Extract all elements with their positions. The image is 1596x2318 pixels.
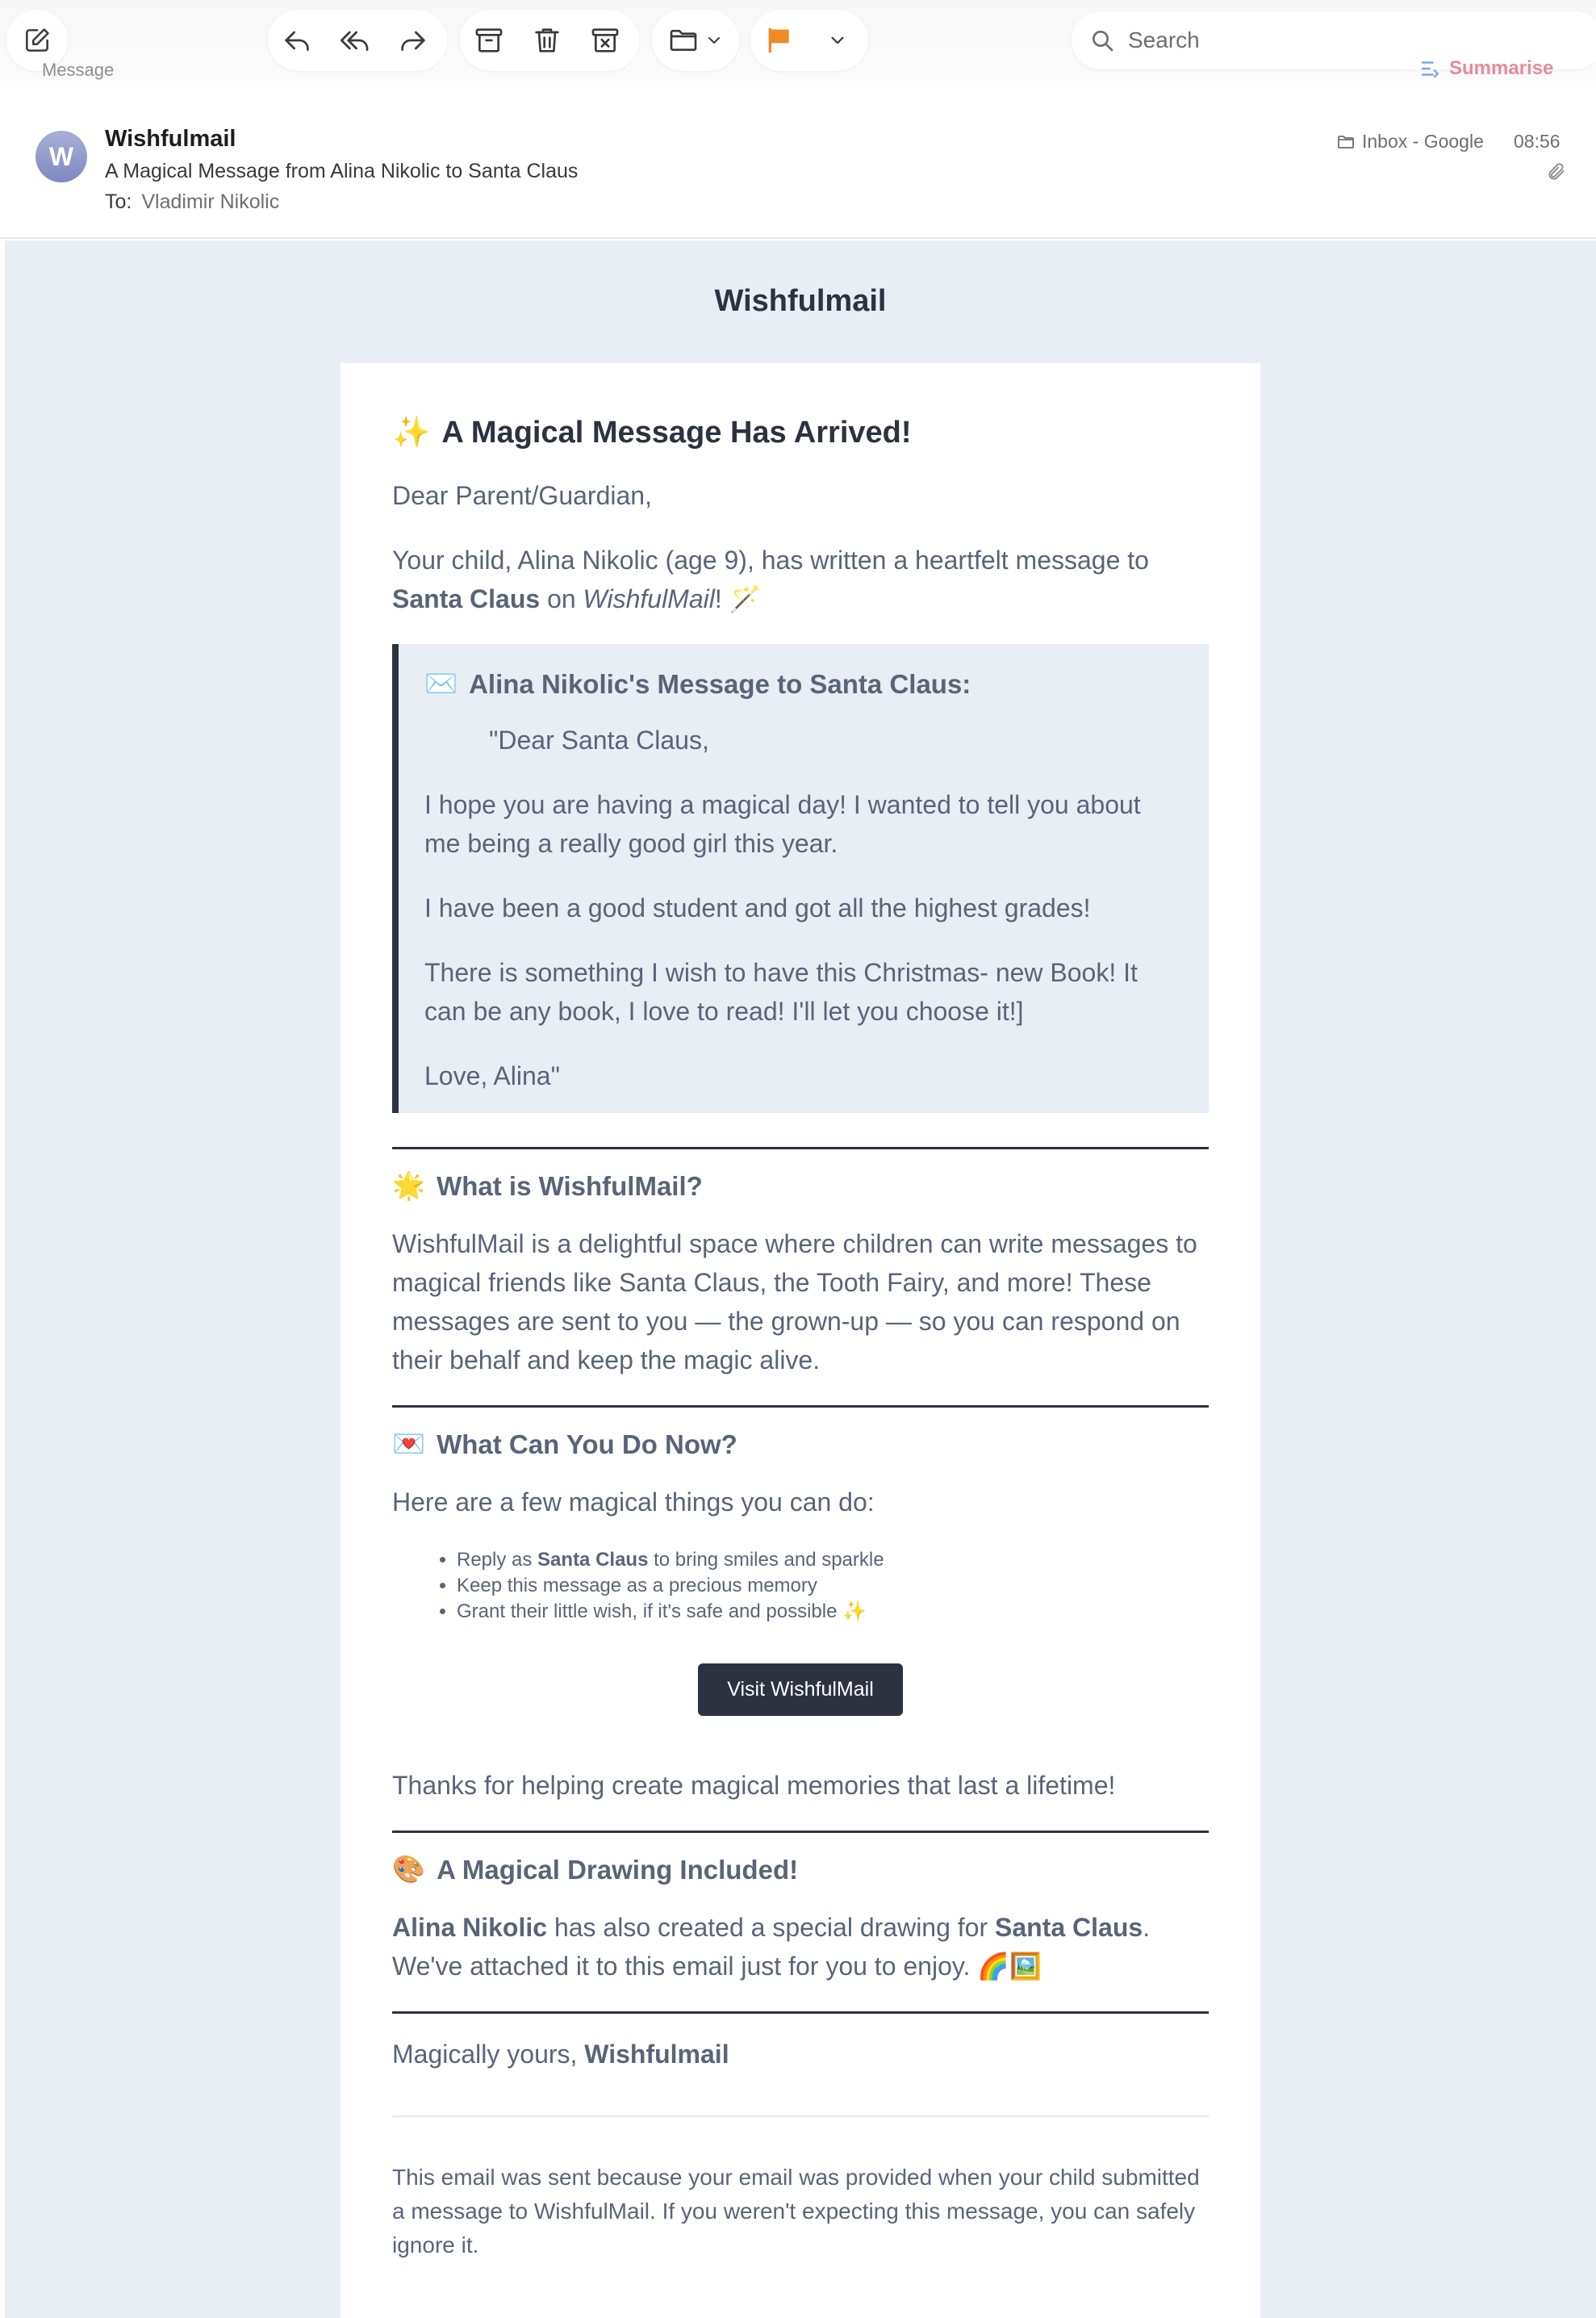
flag-icon <box>763 24 796 56</box>
divider <box>392 1147 1209 1149</box>
envelope-icon: ✉️ <box>424 668 458 698</box>
chevron-down-icon <box>704 31 724 50</box>
drawing-body <box>392 1908 1209 1985</box>
toolbar <box>0 0 1596 81</box>
archive-group <box>460 10 639 71</box>
reply-group <box>268 10 447 71</box>
recipient-name-bold: Santa Claus <box>995 1913 1143 1942</box>
folder-icon <box>1336 132 1356 152</box>
drawing-heading <box>392 1854 1209 1885</box>
footer-divider <box>392 2115 1209 2117</box>
trash-icon <box>531 24 563 56</box>
flag-menu-button[interactable] <box>808 10 867 71</box>
list-item: • Keep this message as a precious memory <box>457 1573 1209 1599</box>
visit-wishfulmail-button[interactable]: Visit WishfulMail <box>698 1663 903 1716</box>
quote-line: I have been a good student and got all the highest grades! <box>424 893 1091 923</box>
intro-text: Your child, Alina Nikolic (age 9), has written a heartfelt message to <box>392 546 1149 575</box>
footer-disclaimer: This email was sent because your email was provided when your child submitted a message to WishfulMail. If you weren't expecting this message, you can safely ignore it. <box>392 2165 1200 2257</box>
reply-icon <box>281 24 313 56</box>
quote-salutation: "Dear Santa Claus, <box>489 726 709 755</box>
flag-group <box>750 10 868 71</box>
what-do-intro: Here are a few magical things you can do: <box>392 1487 875 1517</box>
drawing-text-end: . We've attached it to this email just for you to enjoy. 🌈🖼️ <box>392 1913 1151 1981</box>
drawing-text: has also created a special drawing for <box>547 1913 996 1942</box>
summarise-label: Summarise <box>1449 57 1554 79</box>
suggestion-list <box>457 1547 1209 1625</box>
signoff-brand: Wishfulmail <box>584 2040 729 2069</box>
intro-text-end: ! 🪄 <box>714 584 762 613</box>
thanks-line: Thanks for helping create magical memories that last a lifetime! <box>392 1771 1116 1800</box>
brand-title: Wishfulmail <box>714 284 887 318</box>
junk-icon <box>589 24 621 56</box>
archive-button[interactable] <box>460 10 518 71</box>
mailbox-label[interactable] <box>1336 131 1484 153</box>
breadcrumb: Message <box>42 60 115 80</box>
avatar: W <box>36 131 87 182</box>
intro-paragraph <box>392 541 1209 618</box>
search-placeholder: Search <box>1128 27 1200 52</box>
main-heading <box>392 415 1209 450</box>
intro-brand: WishfulMail <box>583 584 715 613</box>
divider <box>392 1405 1209 1408</box>
intro-recipient: Santa Claus <box>392 584 541 613</box>
love-letter-icon: 💌 <box>392 1429 426 1458</box>
main-heading-text: A Magical Message Has Arrived! <box>441 415 912 450</box>
email-body <box>5 241 1596 2318</box>
recipient-row <box>105 190 279 214</box>
cta-wrapper <box>392 1663 1209 1716</box>
chevron-down-icon <box>827 30 848 51</box>
flag-button[interactable] <box>750 10 808 71</box>
compose-icon <box>22 25 52 56</box>
palette-icon: 🎨 <box>392 1854 426 1884</box>
forward-button[interactable] <box>384 10 442 71</box>
what-is-body: WishfulMail is a delightful space where children can write messages to magical friends like Santa Claus, the Tooth Fairy, and more! These messages are sent to you — the grown-up — so you can respond on their behalf and keep the magic alive. <box>392 1229 1197 1374</box>
list-item <box>457 1547 1209 1573</box>
quote-line: I hope you are having a magical day! I wanted to tell you about me being a really good girl this year. <box>424 790 1141 858</box>
reply-all-button[interactable] <box>326 10 384 71</box>
reply-all-icon <box>339 24 371 56</box>
what-do-heading-text: What Can You Do Now? <box>437 1429 737 1459</box>
divider <box>392 2011 1209 2014</box>
intro-text-mid: on <box>540 584 583 613</box>
drawing-heading-text: A Magical Drawing Included! <box>437 1854 799 1885</box>
signoff <box>392 2035 1209 2073</box>
greeting: Dear Parent/Guardian, <box>392 481 652 510</box>
child-message-quote <box>392 644 1209 1113</box>
what-is-heading-text: What is WishfulMail? <box>437 1170 703 1201</box>
list-item-text: Reply as <box>457 1549 538 1571</box>
junk-button[interactable] <box>576 10 634 71</box>
message-header <box>0 121 1596 239</box>
sender-name[interactable]: Wishfulmail <box>105 126 236 152</box>
what-is-heading <box>392 1170 1209 1202</box>
move-button[interactable] <box>652 10 739 71</box>
reply-button[interactable] <box>268 10 326 71</box>
quote-heading-text: Alina Nikolic's Message to Santa Claus: <box>469 668 971 699</box>
child-name: Alina Nikolic <box>392 1913 548 1942</box>
recipient-name[interactable]: Vladimir Nikolic <box>141 190 280 213</box>
list-item: • Grant their little wish, if it's safe and possible ✨ <box>457 1599 1209 1625</box>
mailbox-name: Inbox - Google <box>1362 131 1484 152</box>
folder-icon <box>667 24 700 56</box>
archive-icon <box>473 24 505 56</box>
received-time: 08:56 <box>1514 131 1560 152</box>
sparkles-icon: ✨ <box>392 416 431 450</box>
paperclip-icon[interactable] <box>1546 161 1567 182</box>
search-icon <box>1089 27 1115 53</box>
quote-heading <box>424 668 1183 700</box>
star-icon: 🌟 <box>392 1170 426 1200</box>
subject-line: A Magical Message from Alina Nikolic to Santa Claus <box>105 160 579 182</box>
list-item-bold: Santa Claus <box>537 1549 649 1571</box>
summarise-button[interactable] <box>1418 56 1553 81</box>
signoff-text: Magically yours, <box>392 2040 585 2069</box>
summarise-icon <box>1418 56 1443 81</box>
quote-signature: Love, Alina" <box>424 1061 560 1090</box>
list-item-text: to bring smiles and sparkle <box>648 1549 884 1571</box>
what-do-heading <box>392 1429 1209 1460</box>
forward-icon <box>397 24 429 56</box>
divider <box>392 1831 1209 1833</box>
delete-button[interactable] <box>518 10 576 71</box>
email-card <box>341 363 1260 2318</box>
quote-line: There is something I wish to have this Christmas- new Book! It can be any book, I love to read! I'll let you choose it!] <box>424 958 1138 1026</box>
to-label: To: <box>105 190 132 213</box>
